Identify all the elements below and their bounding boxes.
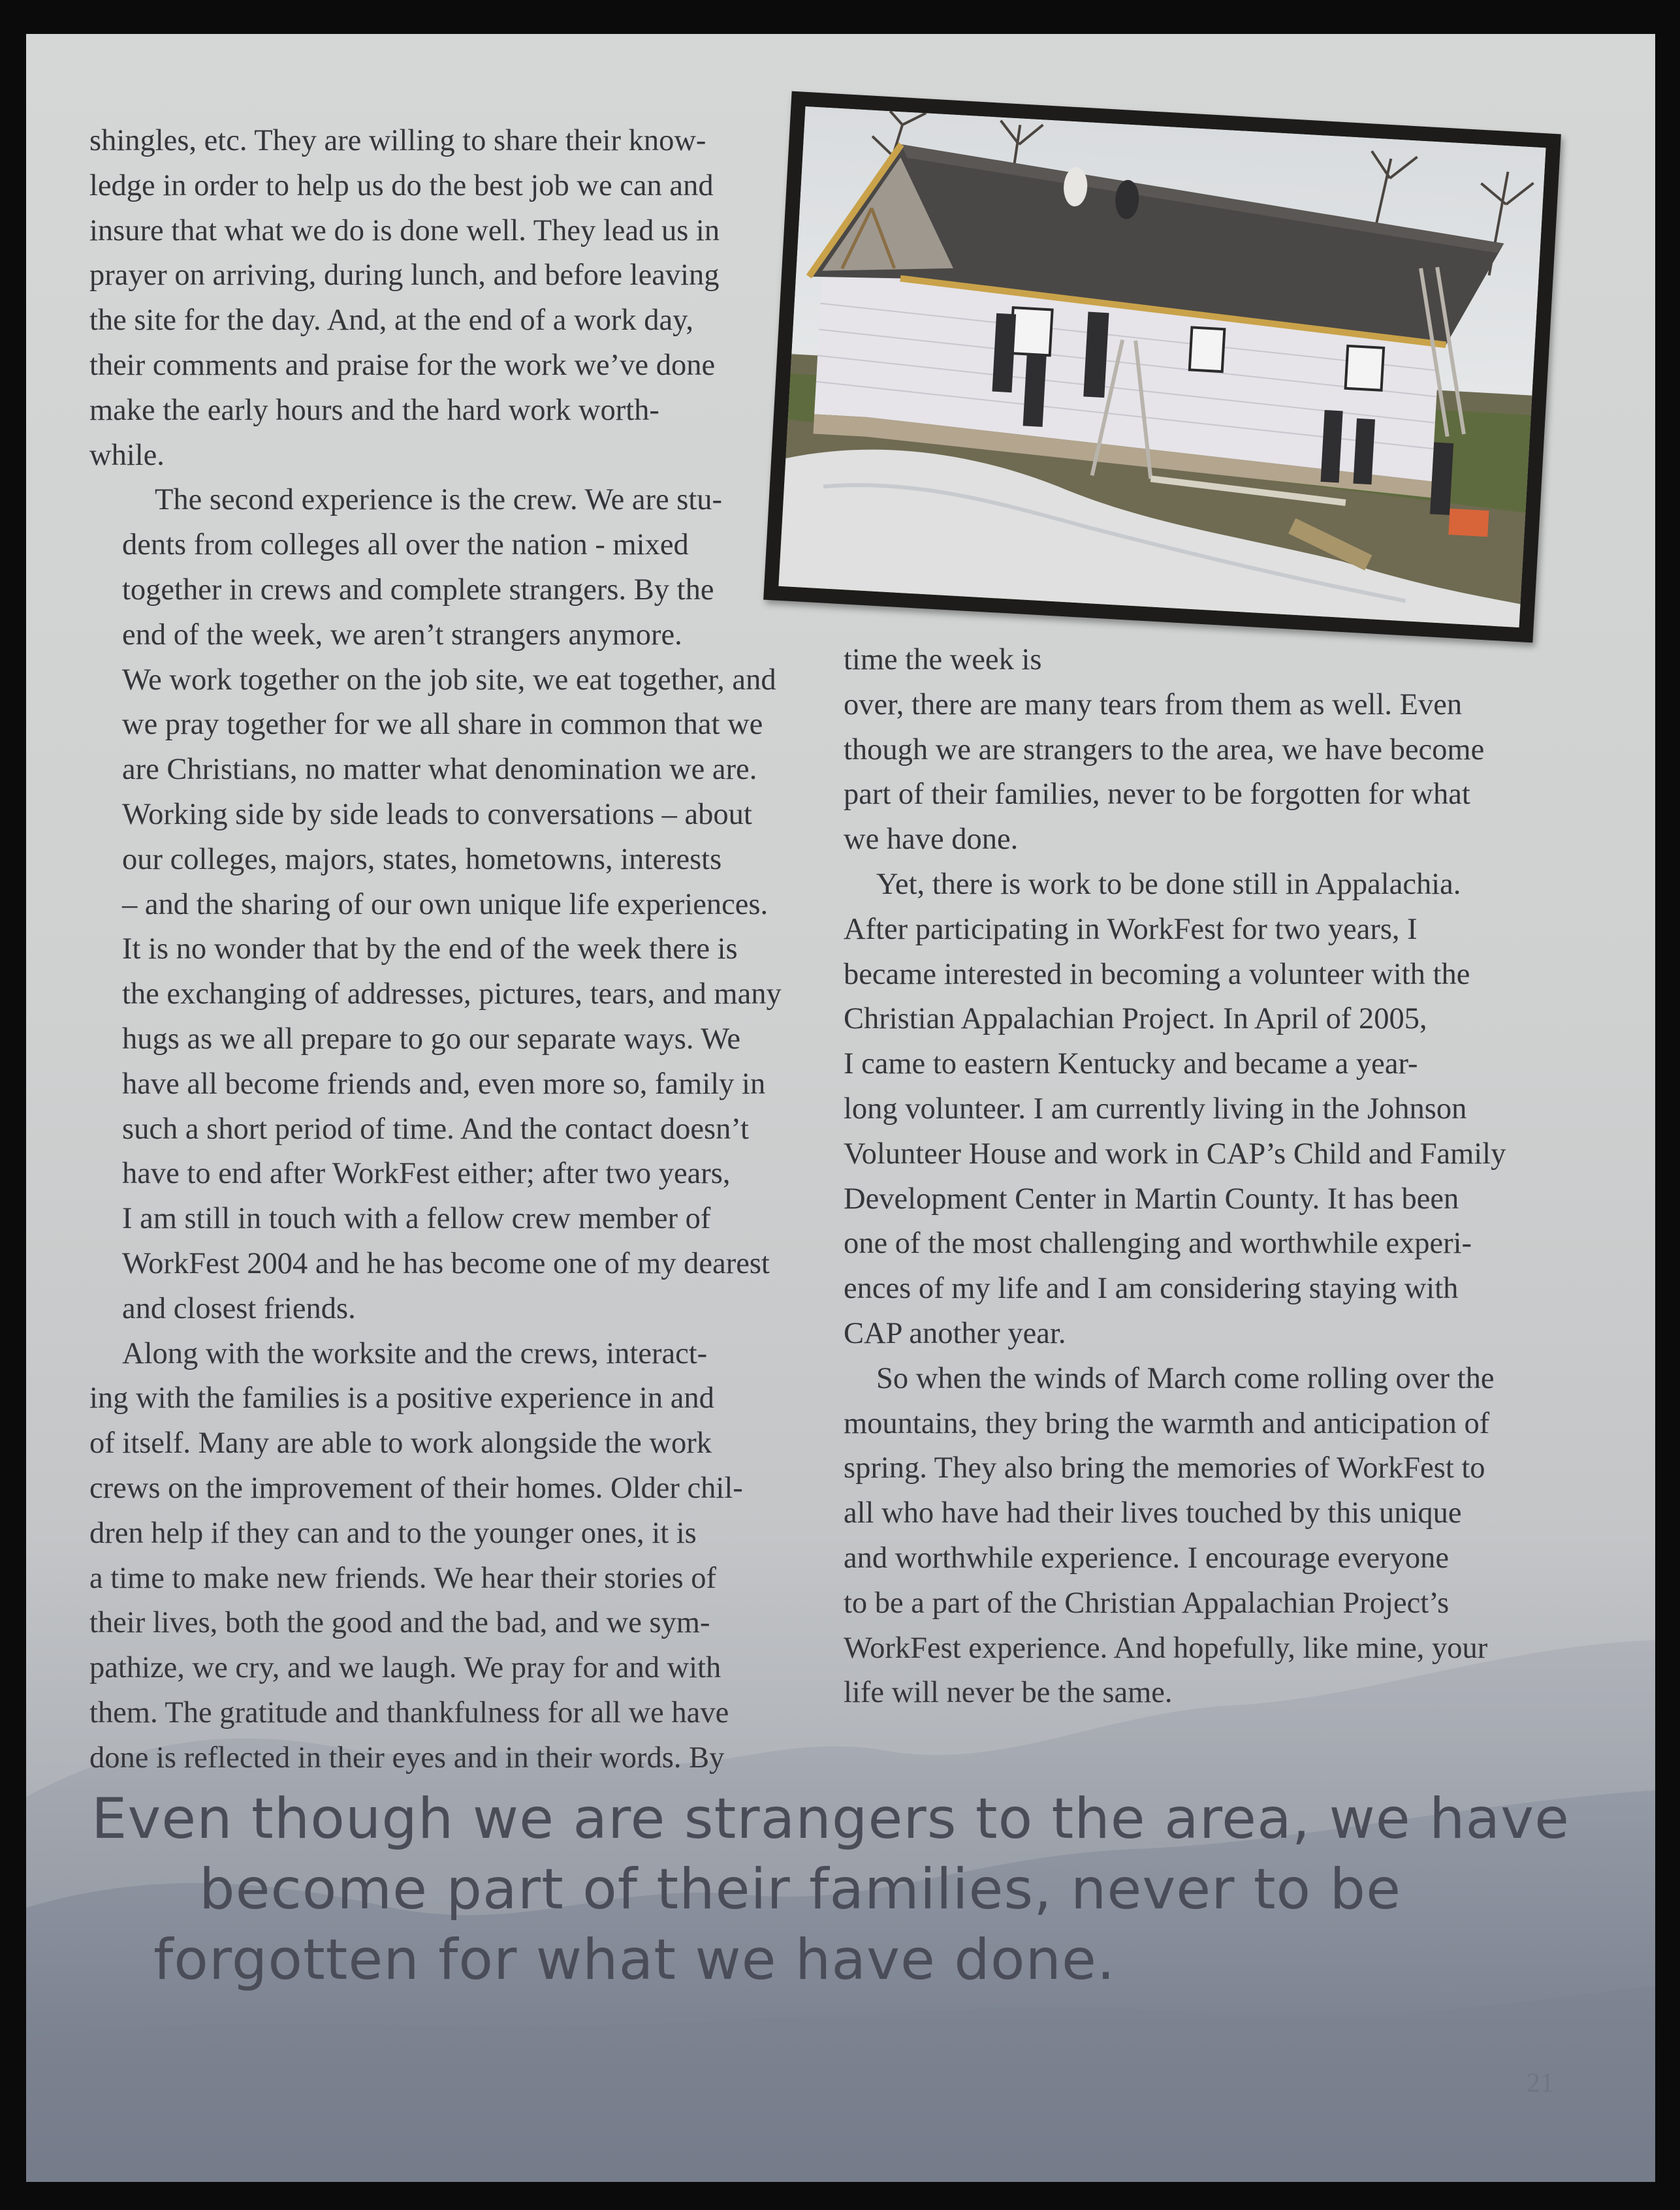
text-line: CAP another year. <box>844 1316 1066 1350</box>
text-line: one of the most challenging and worthwhile experi- <box>844 1227 1472 1261</box>
text-line: It is no wonder that by the end of the week there is <box>122 932 738 966</box>
text-line: part of their families, never to be forgotten for what <box>844 778 1470 812</box>
page-number: 21 <box>1527 2068 1554 2098</box>
text-line: of itself. Many are able to work alongside the work <box>89 1427 712 1460</box>
text-line: are Christians, no matter what denomination we are. <box>122 753 757 787</box>
text-line: make the early hours and the hard work worth- <box>89 393 659 427</box>
text-line: mountains, they bring the warmth and anticipation of <box>844 1406 1490 1440</box>
pull-quote-line: become part of their families, never to be <box>199 1857 1401 1922</box>
text-line: life will never be the same. <box>844 1676 1173 1710</box>
text-line: So when the winds of March come rolling over the <box>876 1361 1495 1395</box>
paragraph <box>89 478 853 1331</box>
text-line: We work together on the job site, we eat together, and <box>122 663 776 697</box>
paragraph <box>844 862 1598 1357</box>
text-line: Development Center in Martin County. It has been <box>844 1182 1459 1216</box>
text-line: WorkFest 2004 and he has become one of my dearest <box>122 1246 770 1280</box>
text-line: the site for the day. And, at the end of a work day, <box>89 304 693 338</box>
text-line: I came to eastern Kentucky and became a year- <box>844 1047 1418 1081</box>
text-line: prayer on arriving, during lunch, and before leaving <box>89 259 720 292</box>
paragraph <box>89 1332 853 1781</box>
text-line: all who have had their lives touched by this unique <box>844 1496 1462 1530</box>
text-line: we have done. <box>844 823 1019 857</box>
text-line: have all become friends and, even more so, family in <box>122 1067 766 1101</box>
text-line: Volunteer House and work in CAP’s Child and Family <box>844 1137 1506 1171</box>
text-line: ledge in order to help us do the best job we can and <box>89 168 714 202</box>
paragraph <box>89 119 853 478</box>
text-line: have to end after WorkFest either; after two years, <box>122 1157 731 1191</box>
text-line: done is reflected in their eyes and in their words. By <box>89 1741 725 1775</box>
text-line: together in crews and complete strangers. By the <box>122 573 714 607</box>
text-line: spring. They also bring the memories of WorkFest to <box>844 1451 1485 1485</box>
text-line: them. The gratitude and thankfulness for all we have <box>89 1696 729 1729</box>
text-line: Working side by side leads to conversations – about <box>122 797 752 831</box>
text-line: over, there are many tears from them as well. Even <box>844 687 1463 721</box>
text-line: dren help if they can and to the younger ones, it is <box>89 1516 697 1550</box>
text-line: pathize, we cry, and we laugh. We pray for and with <box>89 1651 721 1685</box>
text-line: shingles, etc. They are willing to share their know- <box>89 124 706 157</box>
text-line: though we are strangers to the area, we have become <box>844 733 1485 766</box>
text-line: end of the week, we aren’t strangers anymore. <box>122 618 682 652</box>
text-line: ences of my life and I am considering staying with <box>844 1272 1459 1306</box>
house-construction-photo <box>763 91 1561 643</box>
text-line: crews on the improvement of their homes. Older chil- <box>89 1471 743 1505</box>
text-line: and worthwhile experience. I encourage everyone <box>844 1541 1449 1575</box>
text-line: we pray together for we all share in common that we <box>122 708 763 742</box>
magazine-page <box>26 34 1655 2182</box>
text-line: their lives, both the good and the bad, and we sym- <box>89 1606 710 1640</box>
text-line: Along with the worksite and the crews, interact- <box>122 1336 708 1370</box>
pull-quote <box>91 1784 1570 1995</box>
text-line: The second experience is the crew. We are stu- <box>155 483 723 517</box>
text-line: such a short period of time. And the contact doesn’t <box>122 1112 749 1146</box>
text-line: long volunteer. I am currently living in the Johnson <box>844 1092 1467 1126</box>
text-line: WorkFest experience. And hopefully, like mine, your <box>844 1631 1488 1665</box>
pull-quote-line: Even though we are strangers to the area, we have <box>91 1786 1570 1852</box>
photo-image <box>778 106 1545 627</box>
text-line: their comments and praise for the work we’ve done <box>89 348 716 382</box>
text-line: Christian Appalachian Project. In April of 2005, <box>844 1002 1427 1036</box>
text-line: while. <box>89 438 165 472</box>
text-line: the exchanging of addresses, pictures, tears, and many <box>122 977 782 1011</box>
text-line: After participating in WorkFest for two years, I <box>844 912 1418 946</box>
paragraph <box>844 638 1598 862</box>
text-line: insure that what we do is done well. They lead us in <box>89 213 720 247</box>
text-line: I am still in touch with a fellow crew member of <box>122 1202 711 1236</box>
text-line: dents from colleges all over the nation - mixed <box>122 528 689 562</box>
text-line: became interested in becoming a volunteer with the <box>844 957 1470 991</box>
text-line: our colleges, majors, states, hometowns, interests <box>122 842 722 876</box>
pull-quote-line: forgotten for what we have done. <box>153 1927 1116 1993</box>
paragraph <box>844 1357 1598 1716</box>
text-line: a time to make new friends. We hear their stories of <box>89 1561 716 1595</box>
text-line: hugs as we all prepare to go our separate ways. We <box>122 1022 741 1056</box>
text-line: ing with the families is a positive experience in and <box>89 1381 714 1415</box>
right-text-column <box>844 638 1598 1716</box>
left-text-column <box>89 119 853 1780</box>
text-line: – and the sharing of our own unique life experiences. <box>122 887 769 921</box>
text-line: time the week is <box>844 643 1042 676</box>
text-line: and closest friends. <box>122 1291 356 1325</box>
text-line: Yet, there is work to be done still in Appalachia. <box>876 867 1461 901</box>
text-line: to be a part of the Christian Appalachian Project’s <box>844 1586 1450 1620</box>
